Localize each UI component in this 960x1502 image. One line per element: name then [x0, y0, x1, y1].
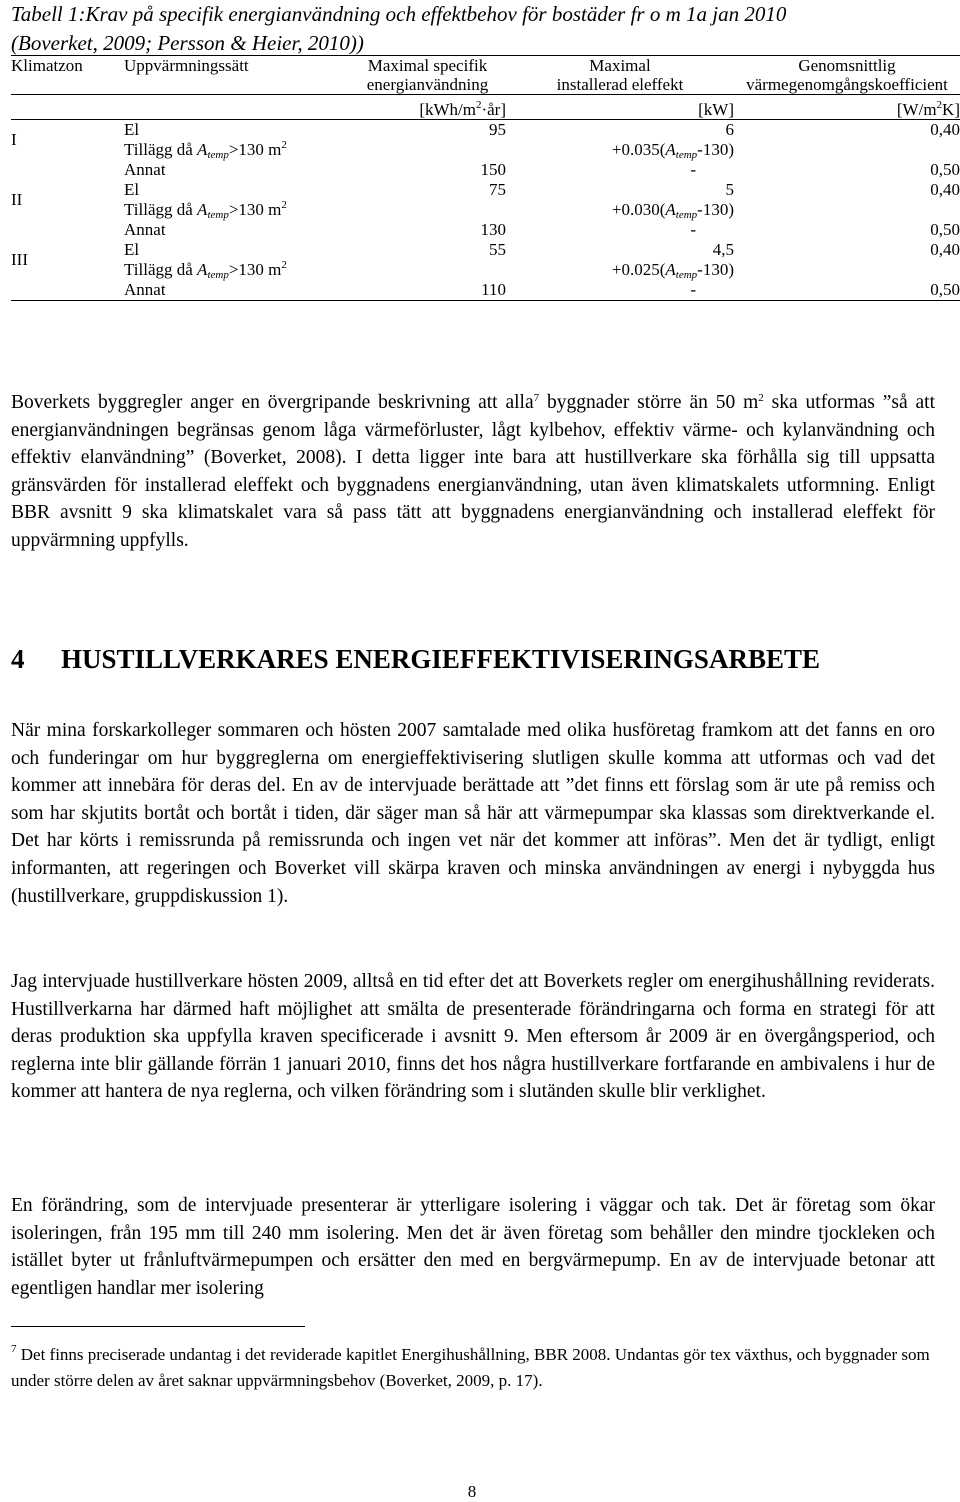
energy-value: 110: [349, 280, 506, 301]
table-header-row: [11, 56, 960, 95]
heating-el: El: [124, 180, 140, 199]
section-title: HUSTILLVERKARES ENERGIEFFEKTIVISERINGSARBETE: [61, 644, 820, 674]
supplement-label: Tillägg då $A_{temp}>130$ $m^2$: [124, 199, 287, 221]
footnote-text: Det finns preciserade undantag i det reviderade kapitlet Energihushållning, BBR 2008. Undantas gör tex växthus, och byggnader som under större delen av året saknar uppvärmningsbehov (Boverket, 2009, p. 17).: [11, 1345, 930, 1390]
paragraph-interviews-2009: Jag intervjuade hustillverkare hösten 2009, alltså en tid efter det att Boverkets regler om energihushållning reviderats. Hustillverkarna har därmed haft möjlighet att smälta de presenterade förändringarna och forma en strategi för att deras produktion ska uppfylla kraven specificerade i avsnitt 9. Men eftersom år 2009 är en övergångsperiod, och reglerna inte blir gällande förrän 1 januari 2010, finns det hos några hustillverkare fortfarande en ambivalens i hur de kommer att hantera de nya reglerna, och vilken förändring som i slutänden skulle blir verklighet.: [11, 971, 935, 1103]
header-u-line1: Genomsnittlig: [798, 56, 896, 75]
u-value: 0,50: [734, 280, 960, 301]
table-unit-row: [11, 95, 960, 120]
header-heating: Uppvärmningssätt: [124, 56, 349, 95]
header-u-value: [734, 56, 960, 95]
heating-el: El: [124, 240, 140, 259]
energy-value: 130: [480, 220, 506, 239]
unit-energy: $[kWh/m^2\cdot år]$: [349, 95, 506, 120]
heating-el: El: [124, 120, 140, 139]
header-energy-line1: Maximal specifik: [367, 56, 488, 75]
power-value: 6: [725, 120, 734, 139]
caption-line-2: (Boverket, 2009; Persson & Heier, 2010)): [11, 31, 364, 55]
paragraph-interviews-2007: När mina forskarkolleger sommaren och hösten 2007 samtalade med olika husföretag framkom att det fanns en oro och funderingar om hur byggreglerna om energieffektivisering slutligen skulle komma att utformas och vad det kommer att innebära för deras del. En av de intervjuade berättade att ”det finns ett förslag som är ute på remiss och som har skjutits bortåt och bortåt i tiden, där säger man så här att värmepumpar ska klassas som direktverkande el. Det har körts i remissrunda på remissrunda och ingen vet när det kommer att införas”. Men det är tydligt, enligt informanten, att regeringen och Boverket vill skärpa kraven och minska användningen av energi i nybyggda hus (hustillverkare, gruppdiskussion 1).: [11, 720, 935, 907]
section-heading: [11, 644, 820, 675]
page-number: 8: [467, 1482, 477, 1501]
header-energy: [349, 56, 506, 95]
header-energy-line2: energianvändning: [366, 75, 489, 94]
u-value: 0,40: [930, 120, 960, 139]
u-value: 0,40: [930, 180, 960, 199]
header-power: [506, 56, 734, 95]
energy-value: 55: [489, 240, 506, 259]
table-row: [11, 240, 960, 260]
u-value: 0,50: [930, 220, 960, 239]
table-row: [11, 260, 960, 280]
supplement-formula: $+0.025(A_{temp}-130)$: [611, 260, 734, 281]
unit-u-value: $[W/m^2K]$: [734, 95, 960, 120]
energy-value: 75: [489, 180, 506, 199]
header-power-line1: Maximal: [589, 56, 651, 75]
table-row: [11, 160, 960, 180]
table-row: [11, 120, 960, 141]
power-value: -: [690, 160, 696, 179]
paragraph-insulation: En förändring, som de intervjuade presenterar är ytterligare isolering i väggar och tak. Det är företag som ökar isoleringen, från 195 mm till 240 mm isolering. Men det är även företag som behåller den mindre tjockleken och istället byter ut frånluftvärmepumpen och ersätter den med en bergvärmepump. En av de intervjuade betonar att egentligen handlar mer isolering: [11, 1195, 935, 1299]
footnote-ref[interactable]: 7: [533, 392, 540, 404]
zone-label: III: [11, 250, 28, 269]
header-zone: Klimatzon: [11, 56, 124, 95]
footnote-number: 7: [11, 1343, 17, 1355]
section-number: 4: [11, 644, 25, 674]
table-row: [11, 280, 960, 301]
power-value: 4,5: [712, 240, 734, 259]
zone-label: I: [11, 130, 17, 149]
heating-other: Annat: [124, 280, 349, 301]
power-value: -: [506, 280, 734, 301]
supplement-formula: $+0.035(A_{temp}-130)$: [611, 140, 734, 161]
table-row: [11, 140, 960, 160]
header-power-line2: installerad eleffekt: [556, 75, 684, 94]
power-value: -: [690, 220, 696, 239]
header-u-line2: värmegenomgångskoefficient: [746, 75, 948, 94]
footnote: [11, 1342, 935, 1394]
paragraph-boverket: Boverkets byggregler anger en övergripande beskrivning att alla$^7$ byggnader större än 50 $m^2$ ska utformas ”så att energianvändningen begränsas genom låga värmeförluster, lågt kylbehov, effektiv värme- och kylanvändning och effektiv elanvändning” (Boverket, 2008). I detta ligger inte bara att hustillverkare ska förhålla sig till uppsatta gränsvärden för installerad eleffekt och byggnadens energianvändning, utan även klimatskalets utformning. Enligt BBR avsnitt 9 ska klimatskalet vara så pass tätt att byggnadens energianvändning och installerad eleffekt för uppvärmning uppfylls.: [11, 392, 936, 551]
zone-iii-group: [11, 240, 960, 301]
unit-power: [kW]: [506, 95, 734, 120]
supplement-label: Tillägg då $A_{temp}>130$ $m^2$: [124, 259, 287, 281]
energy-value: 150: [480, 160, 506, 179]
requirements-table: [11, 55, 960, 301]
footnote-separator: [11, 1326, 305, 1327]
table-row: [11, 220, 960, 240]
supplement-formula: $+0.030(A_{temp}-130)$: [611, 200, 734, 221]
heating-other: Annat: [124, 220, 166, 239]
energy-value: 95: [489, 120, 506, 139]
zone-label: II: [11, 190, 23, 209]
u-value: 0,50: [930, 160, 960, 179]
u-value: 0,40: [930, 240, 960, 259]
heating-other: Annat: [124, 160, 166, 179]
zone-i-group: [11, 120, 960, 181]
table-caption: [11, 0, 951, 58]
table-row: [11, 200, 960, 220]
supplement-label: Tillägg då $A_{temp}>130$ $m^2$: [124, 139, 287, 161]
caption-line-1: Tabell 1:Krav på specifik energianvändning och effektbehov för bostäder fr o m 1a jan 2010: [11, 2, 787, 26]
zone-ii-group: [11, 180, 960, 240]
table-row: [11, 180, 960, 200]
power-value: 5: [725, 180, 734, 199]
